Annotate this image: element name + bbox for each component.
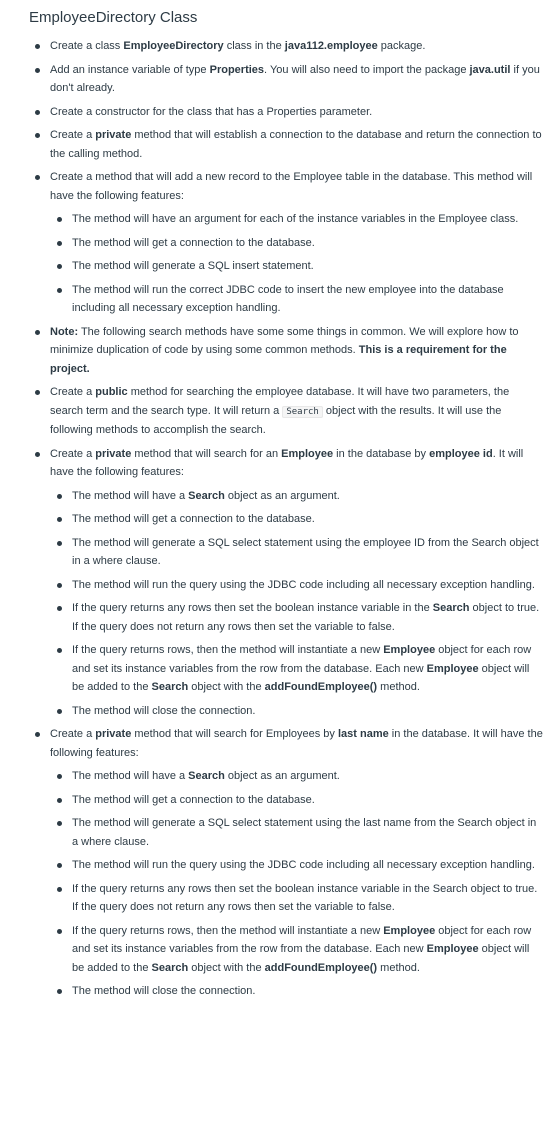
list-item-constructor: [29, 103, 544, 122]
text-span: The method will get a connection to the database.: [72, 513, 315, 525]
bold-class-name: Employee: [383, 924, 436, 937]
sub-list-item: [51, 599, 544, 636]
text-span: method for searching the employee database. It will have two parameters, the search term and the search type. It will return a: [50, 386, 510, 417]
list-item-add-record-method: [29, 168, 544, 318]
sub-list-item: [51, 922, 544, 978]
text-span: . You will also need to import the package: [264, 63, 470, 76]
text-span: The method will generate a SQL select statement using the employee ID from the Search object in a where clause.: [72, 536, 539, 567]
text-span: object for each row and set its instance variables from the row from the database. Each new: [72, 644, 532, 675]
bold-class-name: Employee: [426, 662, 479, 675]
inline-code: Search: [282, 406, 323, 418]
bold-class-name: Employee: [426, 943, 479, 955]
text-span: object with the: [188, 681, 265, 693]
text-span: The method will have a: [72, 770, 189, 782]
text-span: Create a: [50, 386, 96, 398]
sub-list-item: The method will run the correct JDBC code to insert the new employee into the database including all necessary exception handling.: [51, 281, 544, 318]
text-span: method that will search for an: [131, 447, 282, 460]
sub-list-item: [51, 767, 544, 786]
text-span: object as an argument.: [224, 489, 340, 502]
text-span: in the database by: [333, 447, 430, 460]
list-item-connection-method: [29, 126, 544, 163]
text-span: Create a: [50, 129, 96, 141]
text-span: object will be added to the: [72, 943, 530, 974]
text-span: If the query returns rows, then the method will instantiate a new: [72, 924, 384, 937]
text-span: object with the: [188, 961, 265, 974]
text-span: The method will close the connection.: [72, 985, 256, 997]
bold-requirement: This is a requirement for the project.: [50, 344, 507, 375]
text-span: Create a method that will add a new record to the Employee table in the database. This method will have the following features:: [50, 171, 533, 202]
sub-list-item: [51, 791, 544, 810]
sub-list-item: [51, 510, 544, 529]
sub-list-item: The method will get a connection to the database.: [51, 234, 544, 253]
sub-list-item: [51, 534, 544, 571]
sub-list-item: [51, 702, 544, 721]
list-item-create-class: [29, 37, 544, 56]
bold-class-name: Employee: [383, 644, 436, 656]
requirements-list: [29, 37, 544, 1001]
text-span: The following search methods have some some things in common. We will explore how to minimize duplication of code by using some common methods.: [50, 325, 519, 356]
text-span: If the query returns any rows then set the boolean instance variable in the Search object to true. If the query does not return any rows then set the variable to false.: [72, 882, 538, 913]
bold-field-name: employee id: [429, 447, 493, 460]
bold-keyword: private: [95, 447, 132, 460]
sub-list-item: The method will have an argument for each of the instance variables in the Employee class.: [51, 210, 544, 229]
text-span: object to true. If the query does not return any rows then set the variable to false.: [72, 602, 540, 633]
text-span: method that will establish a connection to the database and return the connection to the calling method.: [50, 129, 542, 160]
bold-class-name: Search: [188, 770, 225, 782]
list-item-instance-variable: [29, 61, 544, 98]
text-span: The method will get a connection to the database.: [72, 793, 315, 806]
text-span: object with the results. It will use the following methods to accomplish the search.: [50, 404, 502, 436]
bold-note-label: Note:: [50, 325, 79, 338]
text-span: if you don't already.: [50, 63, 540, 94]
bold-package-name: java112.employee: [284, 40, 378, 52]
text-span: method that will search for Employees by: [131, 728, 338, 740]
text-span: package.: [377, 40, 426, 52]
bold-class-name: EmployeeDirectory: [123, 40, 224, 52]
bold-keyword: private: [95, 728, 132, 740]
bold-type-name: Properties: [209, 63, 265, 76]
text-span: The method will run the query using the JDBC code including all necessary exception handling.: [72, 859, 535, 871]
bold-package-name: java.util: [469, 63, 511, 76]
text-span: object as an argument.: [224, 770, 340, 782]
text-span: Create a: [50, 728, 96, 740]
text-span: The method will run the query using the JDBC code including all necessary exception handling.: [72, 578, 535, 591]
list-item-search-by-id-method: [29, 445, 544, 721]
bold-class-name: Search: [188, 489, 225, 502]
sub-list-item: [51, 856, 544, 875]
text-span: The method will generate a SQL select statement using the last name from the Search object in a where clause.: [72, 817, 537, 848]
bold-class-name: Search: [151, 681, 189, 693]
text-span: object will be added to the: [72, 662, 530, 693]
bold-class-name: Search: [432, 602, 470, 614]
text-span: method.: [377, 681, 420, 693]
text-span: The method will close the connection.: [72, 704, 256, 717]
page-title: EmployeeDirectory Class: [29, 9, 198, 26]
bold-field-name: last name: [337, 728, 389, 740]
bold-keyword: private: [95, 129, 132, 141]
text-span: method.: [377, 961, 420, 974]
bold-method-name: addFoundEmployee(): [264, 961, 378, 974]
text-span: The method will have a: [72, 489, 189, 502]
list-item-note: [29, 323, 544, 379]
text-span: If the query returns any rows then set the boolean instance variable in the: [72, 602, 433, 614]
sub-list-item: [51, 814, 544, 851]
text-span: in the database. It will have the following features:: [50, 728, 543, 759]
text-span: Add an instance variable of type: [50, 63, 210, 76]
search-by-id-features-list: [51, 487, 544, 721]
list-item-public-search-method: [29, 383, 544, 440]
text-span: Create a class: [50, 40, 124, 52]
text-span: Create a constructor for the class that has a Properties parameter.: [50, 105, 373, 118]
sub-list-item: [51, 576, 544, 595]
sub-list-item: [51, 487, 544, 506]
search-by-last-name-features-list: [51, 767, 544, 1001]
text-span: Create a: [50, 447, 96, 460]
list-item-search-by-last-name-method: [29, 725, 544, 1001]
bold-class-name: Employee: [281, 447, 334, 460]
sub-list-item: The method will generate a SQL insert statement.: [51, 257, 544, 276]
bold-method-name: addFoundEmployee(): [264, 681, 378, 693]
bold-keyword: public: [95, 386, 128, 398]
sub-list-item: [51, 641, 544, 697]
text-span: . It will have the following features:: [50, 447, 524, 478]
sub-list-item: [51, 982, 544, 1001]
bold-class-name: Search: [151, 961, 189, 974]
sub-list-item: [51, 880, 544, 917]
add-record-features-list: [51, 210, 544, 318]
text-span: object for each row and set its instance variables from the row from the database. Each new: [72, 924, 532, 955]
text-span: If the query returns rows, then the method will instantiate a new: [72, 644, 384, 656]
text-span: class in the: [223, 40, 285, 52]
